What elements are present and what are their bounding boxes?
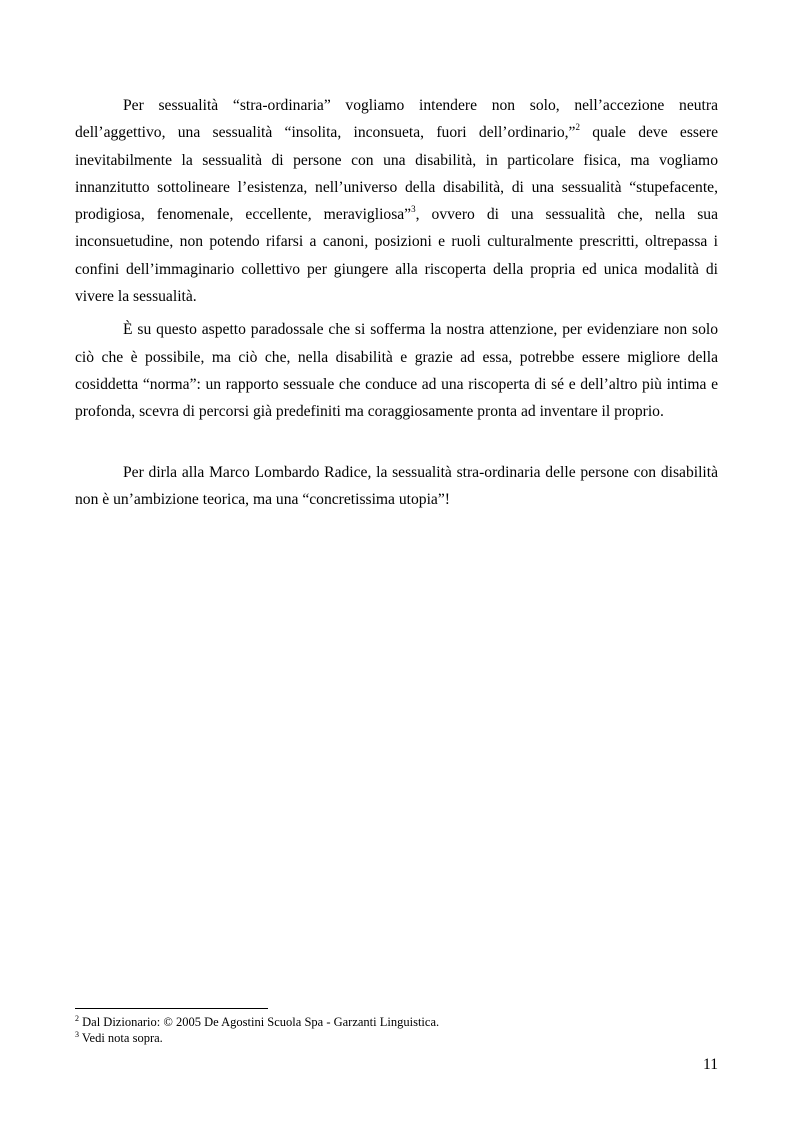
footnote-separator xyxy=(75,1008,268,1009)
body-text xyxy=(75,92,718,513)
paragraph-1 xyxy=(75,92,718,310)
paragraph-2-text: È su questo aspetto paradossale che si sofferma la nostra attenzione, per evidenziare non solo ciò che è possibile, ma ciò che, nella disabilità e grazie ad essa, potrebbe essere migliore della cosiddetta “norma”: un rapporto sessuale che conduce ad una riscoperta di sé e dell’altro più intima e profonda, scevra di percorsi già predefiniti ma coraggiosamente pronta ad inventare il proprio. xyxy=(75,321,718,421)
paragraph-2 xyxy=(75,316,718,425)
footnote-2 xyxy=(75,1014,718,1030)
footnote-ref-2[interactable]: 2 xyxy=(575,122,580,133)
footnote-ref-3[interactable]: 3 xyxy=(411,204,416,215)
footnote-text-2: Dal Dizionario: © 2005 De Agostini Scuola Spa - Garzanti Linguistica. xyxy=(79,1015,440,1029)
footnote-marker-2: 2 xyxy=(75,1014,79,1023)
paragraph-3 xyxy=(75,459,718,514)
paragraph-3-text: Per dirla alla Marco Lombardo Radice, la sessualità stra-ordinaria delle persone con disabilità non è un’ambizione teorica, ma una “concretissima utopia”! xyxy=(75,463,718,508)
footnote-marker-3: 3 xyxy=(75,1030,79,1039)
paragraph-1-text-c: , ovvero di una sessualità che, nella sua inconsuetudine, non potendo rifarsi a canoni, posizioni e ruoli culturalmente prescritti, oltrepassa i confini dell’immaginario collettivo per giungere alla riscoperta della propria ed unica modalità di vivere la sessualità. xyxy=(75,206,718,306)
paragraph-1-text-b: quale deve essere inevitabilmente la sessualità di persone con una disabilità, in particolare fisica, ma vogliamo innanzitutto sottolineare l’esistenza, nell’universo della disabilità, di una sessualità “stupefacente, prodigiosa, fenomenale, eccellente, meravigliosa” xyxy=(75,124,718,224)
footnotes xyxy=(75,1014,718,1046)
page-number: 11 xyxy=(702,1056,718,1073)
footnote-text-3: Vedi nota sopra. xyxy=(79,1031,163,1045)
paragraph-1-text-a: Per sessualità “stra-ordinaria” vogliamo intendere non solo, nell’accezione neutra dell’aggettivo, una sessualità “insolita, inconsueta, fuori dell’ordinario,” xyxy=(75,97,718,142)
footnote-3 xyxy=(75,1030,718,1046)
